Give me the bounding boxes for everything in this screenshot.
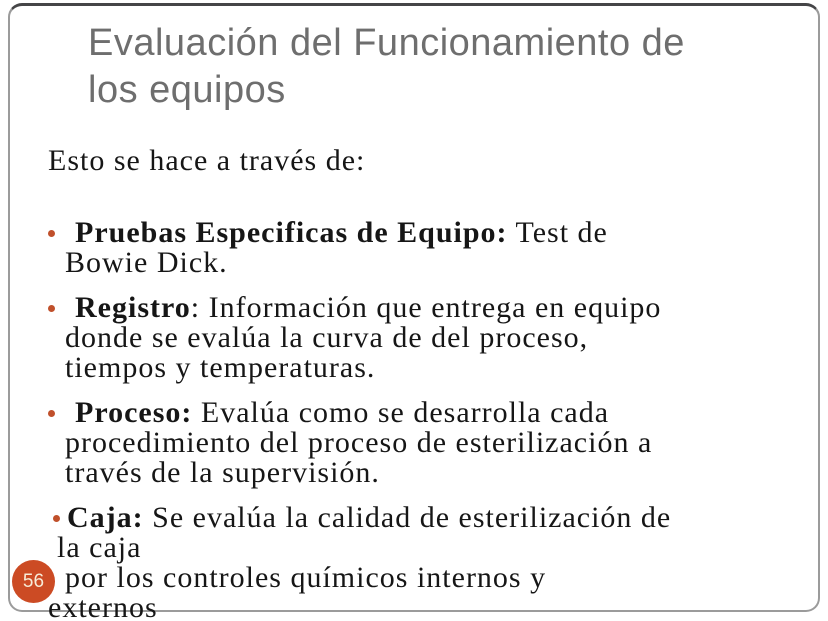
bullet-lead-bold: Proceso: [75, 396, 193, 429]
continuation-line-1: por los controles químicos internos y [65, 561, 547, 594]
slide-number-badge [12, 560, 55, 603]
bullet-list [48, 218, 804, 578]
bullet-dot-icon [48, 305, 55, 312]
slide-title-line-1: Evaluación del Funcionamiento de [88, 22, 685, 64]
bullet-line: Bowie Dick. [65, 246, 228, 279]
bullet-line: tiempos y temperaturas. [65, 351, 376, 384]
bullet-text: Se evalúa la calidad de esterilización de [143, 501, 672, 534]
bullet-text: Test de [507, 216, 608, 249]
bullet-line: procedimiento del proceso de esterilización a [65, 426, 653, 459]
bullet-lead-bold: Caja: [67, 501, 144, 534]
bullet-line [65, 398, 804, 428]
bullet-item-caja [48, 503, 804, 563]
bullet-dot-icon [48, 230, 55, 237]
bullet-line [57, 503, 804, 533]
bullet-dot-icon [53, 515, 60, 522]
bullet-line [65, 293, 804, 323]
bullet-line [65, 218, 804, 248]
continuation-text [48, 563, 546, 621]
continuation-line-2: externos [48, 591, 158, 621]
bullet-lead-bold: Registro [75, 291, 191, 324]
slide-title [88, 20, 788, 114]
bullet-item-registro [48, 293, 804, 383]
slide-number: 56 [22, 570, 45, 592]
bullet-item-proceso [48, 398, 804, 488]
slide-title-line-2: los equipos [88, 69, 286, 111]
bullet-text: Evalúa como se desarrolla cada [192, 396, 610, 429]
bullet-line: donde se evalúa la curva de del proceso, [65, 321, 589, 354]
bullet-line: la caja [57, 531, 142, 564]
bullet-lead-bold: Pruebas Especificas de Equipo: [75, 216, 508, 249]
bullet-item-pruebas [48, 218, 804, 278]
bullet-line: través de la supervisión. [65, 456, 380, 489]
intro-text: Esto se hace a través de: [48, 144, 366, 177]
bullet-dot-icon [48, 410, 55, 417]
bullet-text: : Información que entrega en equipo [190, 291, 662, 324]
